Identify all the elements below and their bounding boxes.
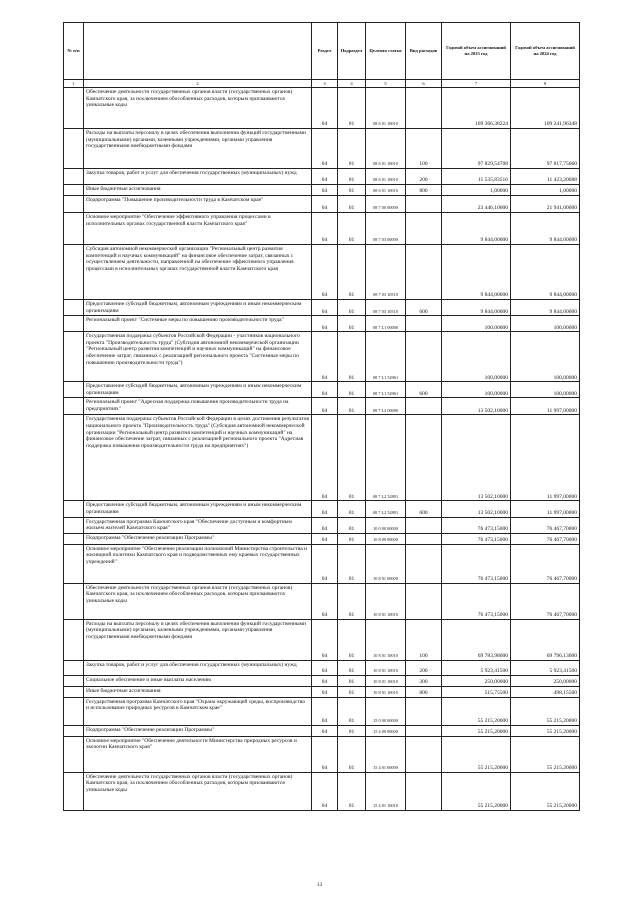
row-amount-2023: 23 446,10000 — [442, 196, 511, 213]
table-row — [64, 725, 580, 736]
row-amount-2023: 9 844,00000 — [442, 245, 511, 300]
row-name: Государственная программа Камчатского края "Обеспечение доступным и комфортным жильем жителей Камчатского края" — [84, 517, 312, 533]
row-name: Основное мероприятие "Обеспечение деятельности Министерства природных ресурсов и экологии Камчатского края" — [84, 736, 312, 772]
row-expense-type: 100 — [406, 129, 442, 169]
header-csr: Целевая статья — [366, 23, 406, 80]
row-amount-2024: 55 215,20000 — [511, 725, 580, 736]
row-podrazdel: 01 — [338, 686, 366, 697]
row-podrazdel: 01 — [338, 332, 366, 382]
row-target-article: 08 7 L2 52891 — [366, 501, 406, 517]
row-razdel: 04 — [312, 533, 338, 544]
row-amount-2024: 21 941,00000 — [511, 196, 580, 213]
row-name: Подпрограмма "Обеспечение реализации Программы" — [84, 533, 312, 544]
table-row — [64, 660, 580, 675]
row-name: Иные бюджетные ассигнования — [84, 686, 312, 697]
row-expense-type — [406, 88, 442, 129]
header-name — [84, 23, 312, 80]
row-amount-2023: 9 844,00000 — [442, 300, 511, 316]
row-target-article: 10 8 01 10010 — [366, 686, 406, 697]
row-expense-type: 800 — [406, 185, 442, 196]
row-name: Основное мероприятие "Обеспечение реализации полномочий Министерства строительства и жилищной политики Камчатского края и подведомственных ему краевых государственных учреждений" — [84, 544, 312, 583]
row-target-article: 10 8 01 10010 — [366, 675, 406, 686]
row-name: Государственная программа Камчатского края "Охрана окружающей среды, воспроизводство и использование природных ресурсов в Камчатском крае" — [84, 697, 312, 725]
row-amount-2023: 250,00000 — [442, 675, 511, 686]
row-razdel: 04 — [312, 544, 338, 583]
row-podrazdel: 01 — [338, 196, 366, 213]
row-amount-2023: 515,75500 — [442, 686, 511, 697]
row-target-article: 08 6 01 10010 — [366, 129, 406, 169]
row-target-article: 10 8 01 10010 — [366, 583, 406, 619]
row-name: Закупка товаров, работ и услуг для обеспечения государственных (муниципальных) нужд — [84, 660, 312, 675]
row-podrazdel: 01 — [338, 772, 366, 810]
row-amount-2024: 97 817,75660 — [511, 129, 580, 169]
row-name: Субсидия автономной некоммерческой организации "Региональный центр развития компетенций и научных коммуникаций" на финансовое обеспечение затрат, связанных с осуществлением деятельности, направленной на обеспечение эффективного управления процессами в исполнительных органах государственной власти Камчатского края — [84, 245, 312, 300]
row-target-article: 08 7 03 00000 — [366, 213, 406, 245]
page-number: 13 — [316, 882, 323, 888]
row-razdel: 04 — [312, 88, 338, 129]
row-amount-2023: 76 473,15000 — [442, 583, 511, 619]
row-number — [64, 772, 84, 810]
row-amount-2024: 76 467,70000 — [511, 583, 580, 619]
row-amount-2024: 76 467,70000 — [511, 517, 580, 533]
row-expense-type: 200 — [406, 169, 442, 185]
table-row — [64, 382, 580, 398]
row-razdel: 04 — [312, 686, 338, 697]
row-razdel: 04 — [312, 129, 338, 169]
row-razdel: 04 — [312, 398, 338, 415]
row-amount-2024: 11 997,00000 — [511, 501, 580, 517]
table-body — [64, 88, 580, 811]
row-name: Обеспечение деятельности государственных органов власти (государственных органов) Камчатского края, за исключением обособленных расходов, которым присваиваются уникальные коды — [84, 583, 312, 619]
table-row — [64, 213, 580, 245]
table-row — [64, 332, 580, 382]
row-amount-2023: 5 923,41500 — [442, 660, 511, 675]
row-podrazdel: 01 — [338, 88, 366, 129]
row-amount-2024: 55 215,20000 — [511, 772, 580, 810]
row-target-article: 08 7 03 10510 — [366, 300, 406, 316]
row-amount-2024: 55 215,20000 — [511, 697, 580, 725]
row-podrazdel: 01 — [338, 300, 366, 316]
column-number: 6 — [406, 80, 442, 88]
row-amount-2024: 9 844,00000 — [511, 300, 580, 316]
row-razdel: 04 — [312, 332, 338, 382]
row-expense-type: 200 — [406, 660, 442, 675]
row-expense-type: 600 — [406, 300, 442, 316]
row-target-article: 08 7 L2 52891 — [366, 415, 406, 501]
row-number — [64, 185, 84, 196]
row-amount-2024: 100,00000 — [511, 332, 580, 382]
row-amount-2023: 76 473,15000 — [442, 533, 511, 544]
table-row — [64, 517, 580, 533]
row-podrazdel: 01 — [338, 213, 366, 245]
row-target-article: 15 4 01 10010 — [366, 772, 406, 810]
row-number — [64, 300, 84, 316]
row-razdel: 04 — [312, 382, 338, 398]
row-amount-2024: 5 923,41500 — [511, 660, 580, 675]
row-number — [64, 675, 84, 686]
row-number — [64, 129, 84, 169]
header-num: № п/п — [64, 23, 84, 80]
row-podrazdel: 01 — [338, 316, 366, 332]
row-number — [64, 697, 84, 725]
row-razdel: 04 — [312, 169, 338, 185]
row-number — [64, 517, 84, 533]
row-name: Подпрограмма "Обеспечение реализации Программы" — [84, 725, 312, 736]
table-row — [64, 686, 580, 697]
row-podrazdel: 01 — [338, 501, 366, 517]
row-target-article: 10 8 00 00000 — [366, 533, 406, 544]
row-podrazdel: 01 — [338, 544, 366, 583]
row-number — [64, 736, 84, 772]
row-expense-type — [406, 583, 442, 619]
row-name: Иные бюджетные ассигнования — [84, 185, 312, 196]
row-number — [64, 533, 84, 544]
row-amount-2023: 76 473,15000 — [442, 517, 511, 533]
row-name: Государственная поддержка субъектов Российской Федерации - участников национального проекта "Производительность труда" (Субсидия автономной некоммерческой организации "Региональный центр развития компетенций и научных коммуникаций" на финансовое обеспечение затрат, связанных с реализацией регионального проекта "Системные меры по повышению производительности труда") — [84, 332, 312, 382]
table-row — [64, 697, 580, 725]
row-razdel: 04 — [312, 213, 338, 245]
row-podrazdel: 01 — [338, 398, 366, 415]
row-number — [64, 196, 84, 213]
row-target-article: 08 7 00 00000 — [366, 196, 406, 213]
row-amount-2024: 9 844,00000 — [511, 245, 580, 300]
row-podrazdel: 01 — [338, 697, 366, 725]
row-expense-type: 600 — [406, 382, 442, 398]
row-amount-2024: 109 241,96348 — [511, 88, 580, 129]
table-row — [64, 533, 580, 544]
table-row — [64, 501, 580, 517]
row-expense-type: 800 — [406, 686, 442, 697]
row-amount-2024: 9 844,00000 — [511, 213, 580, 245]
row-podrazdel: 01 — [338, 725, 366, 736]
row-target-article: 08 7 L1 00000 — [366, 316, 406, 332]
row-expense-type — [406, 415, 442, 501]
row-target-article: 08 6 01 10010 — [366, 185, 406, 196]
row-amount-2024: 11 997,00000 — [511, 398, 580, 415]
table-row — [64, 415, 580, 501]
row-podrazdel: 01 — [338, 583, 366, 619]
row-target-article: 08 7 L1 52961 — [366, 382, 406, 398]
table-row — [64, 316, 580, 332]
row-name: Региональный проект "Системные меры по повышению производительности труда" — [84, 316, 312, 332]
row-amount-2023: 109 366,38224 — [442, 88, 511, 129]
row-number — [64, 398, 84, 415]
row-name: Основное мероприятие "Обеспечение эффективного управления процессами в исполнительных органах государственной власти Камчатского края" — [84, 213, 312, 245]
row-podrazdel: 01 — [338, 619, 366, 660]
row-amount-2024: 69 796,13000 — [511, 619, 580, 660]
row-number — [64, 501, 84, 517]
row-expense-type: 600 — [406, 501, 442, 517]
row-number — [64, 415, 84, 501]
column-number: 4 — [338, 80, 366, 88]
row-expense-type — [406, 736, 442, 772]
row-name: Государственная поддержка субъектов Российской Федерации в целях достижения результатов национального проекта "Производительность труда" (Субсидия автономной некоммерческой организации "Региональный центр развития компетенций и научных коммуникаций" на финансовое обеспечение затрат, связанных с реализацией регионального проекта "Адресная поддержка повышения производительности труда на предприятиях") — [84, 415, 312, 501]
table-row — [64, 544, 580, 583]
row-amount-2023: 13 502,10000 — [442, 415, 511, 501]
column-number: 2 — [84, 80, 312, 88]
row-podrazdel: 01 — [338, 382, 366, 398]
row-expense-type — [406, 196, 442, 213]
row-expense-type — [406, 332, 442, 382]
row-razdel: 04 — [312, 675, 338, 686]
row-razdel: 04 — [312, 517, 338, 533]
row-expense-type — [406, 533, 442, 544]
row-amount-2023: 13 502,10000 — [442, 501, 511, 517]
table-row — [64, 185, 580, 196]
row-razdel: 04 — [312, 501, 338, 517]
row-amount-2024: 11 423,20688 — [511, 169, 580, 185]
row-amount-2023: 76 473,15000 — [442, 544, 511, 583]
row-amount-2024: 55 215,20000 — [511, 736, 580, 772]
header-2023: Годовой объем ассигнований на 2023 год — [442, 23, 511, 80]
column-number: 8 — [511, 80, 580, 88]
row-name: Предоставление субсидий бюджетным, автономным учреждениям и иным некоммерческим организациям — [84, 501, 312, 517]
row-name: Предоставление субсидий бюджетным, автономным учреждениям и иным некоммерческим организациям — [84, 382, 312, 398]
row-expense-type — [406, 697, 442, 725]
row-amount-2023: 100,00000 — [442, 382, 511, 398]
row-amount-2023: 100,00000 — [442, 316, 511, 332]
row-razdel: 04 — [312, 725, 338, 736]
table-row — [64, 619, 580, 660]
row-podrazdel: 01 — [338, 245, 366, 300]
row-number — [64, 245, 84, 300]
header-podrazdel: Подраздел — [338, 23, 366, 80]
row-podrazdel: 01 — [338, 736, 366, 772]
row-name: Расходы на выплаты персоналу в целях обеспечения выполнения функций государственными (муниципальными) органами, казенными учреждениями, органами управления государственными внебюджетными фондами — [84, 129, 312, 169]
row-razdel: 04 — [312, 300, 338, 316]
row-expense-type — [406, 316, 442, 332]
row-razdel: 04 — [312, 772, 338, 810]
table-row — [64, 675, 580, 686]
row-amount-2024: 76 467,70000 — [511, 544, 580, 583]
row-amount-2023: 55 215,20000 — [442, 736, 511, 772]
row-amount-2024: 76 467,70000 — [511, 533, 580, 544]
row-name: Закупка товаров, работ и услуг для обеспечения государственных (муниципальных) нужд — [84, 169, 312, 185]
row-target-article: 15 4 01 00000 — [366, 736, 406, 772]
header-2024: Годовой объем ассигнований на 2024 год — [511, 23, 580, 80]
row-name: Обеспечение деятельности государственных органов власти (государственных органов) Камчатского края, за исключением обособленных расходов, которым присваиваются уникальные коды — [84, 772, 312, 810]
row-name: Расходы на выплаты персоналу в целях обеспечения выполнения функций государственными (муниципальными) органами, казенными учреждениями, органами управления государственными внебюджетными фондами — [84, 619, 312, 660]
row-number — [64, 316, 84, 332]
row-razdel: 04 — [312, 697, 338, 725]
row-amount-2023: 69 783,98000 — [442, 619, 511, 660]
row-target-article: 08 6 01 10010 — [366, 88, 406, 129]
row-amount-2024: 250,00000 — [511, 675, 580, 686]
row-razdel: 04 — [312, 660, 338, 675]
row-number — [64, 88, 84, 129]
row-razdel: 04 — [312, 245, 338, 300]
row-razdel: 04 — [312, 316, 338, 332]
row-amount-2024: 1,00000 — [511, 185, 580, 196]
row-expense-type — [406, 398, 442, 415]
row-podrazdel: 01 — [338, 675, 366, 686]
row-amount-2023: 9 844,00000 — [442, 213, 511, 245]
table-row — [64, 129, 580, 169]
table-row — [64, 300, 580, 316]
row-podrazdel: 01 — [338, 129, 366, 169]
column-number: 3 — [312, 80, 338, 88]
row-name: Социальное обеспечение и иные выплаты населению — [84, 675, 312, 686]
row-number — [64, 619, 84, 660]
row-amount-2023: 100,00000 — [442, 332, 511, 382]
row-number — [64, 332, 84, 382]
table-row — [64, 169, 580, 185]
row-expense-type — [406, 517, 442, 533]
column-number: 1 — [64, 80, 84, 88]
row-razdel: 04 — [312, 196, 338, 213]
table-row — [64, 736, 580, 772]
row-number — [64, 660, 84, 675]
table-row — [64, 772, 580, 810]
row-name: Предоставление субсидий бюджетным, автономным учреждениям и иным некоммерческим организациям — [84, 300, 312, 316]
row-amount-2023: 97 829,54708 — [442, 129, 511, 169]
row-number — [64, 213, 84, 245]
row-number — [64, 583, 84, 619]
row-target-article: 10 8 01 10010 — [366, 619, 406, 660]
column-number: 7 — [442, 80, 511, 88]
row-podrazdel: 01 — [338, 517, 366, 533]
table-row — [64, 583, 580, 619]
column-number-row — [64, 80, 580, 88]
row-target-article: 08 7 03 10510 — [366, 245, 406, 300]
row-amount-2023: 11 535,83516 — [442, 169, 511, 185]
row-amount-2024: 11 997,00000 — [511, 415, 580, 501]
row-expense-type — [406, 725, 442, 736]
row-target-article: 08 6 01 10010 — [366, 169, 406, 185]
row-razdel: 04 — [312, 185, 338, 196]
row-expense-type — [406, 772, 442, 810]
row-amount-2023: 55 215,20000 — [442, 697, 511, 725]
row-name: Обеспечение деятельности государственных органов власти (государственных органов) Камчатского края, за исключением обособленных расходов, которым присваиваются уникальные коды — [84, 88, 312, 129]
row-number — [64, 382, 84, 398]
row-target-article: 08 7 L2 00000 — [366, 398, 406, 415]
row-razdel: 04 — [312, 736, 338, 772]
row-amount-2023: 1,00000 — [442, 185, 511, 196]
row-target-article: 10 8 01 10010 — [366, 660, 406, 675]
row-number — [64, 686, 84, 697]
header-row — [64, 23, 580, 80]
row-number — [64, 544, 84, 583]
column-number: 5 — [366, 80, 406, 88]
row-amount-2023: 55 215,20000 — [442, 725, 511, 736]
row-razdel: 04 — [312, 415, 338, 501]
table-row — [64, 398, 580, 415]
row-podrazdel: 01 — [338, 533, 366, 544]
row-razdel: 04 — [312, 583, 338, 619]
header-razdel: Раздел — [312, 23, 338, 80]
row-number — [64, 169, 84, 185]
row-name: Региональный проект "Адресная поддержка повышения производительности труда на предприятиях" — [84, 398, 312, 415]
row-target-article: 08 7 L1 52961 — [366, 332, 406, 382]
row-target-article: 10 8 01 00000 — [366, 544, 406, 583]
row-podrazdel: 01 — [338, 415, 366, 501]
row-podrazdel: 01 — [338, 660, 366, 675]
budget-table — [63, 22, 580, 811]
row-expense-type — [406, 544, 442, 583]
row-amount-2024: 100,00000 — [511, 382, 580, 398]
table-row — [64, 245, 580, 300]
table-row — [64, 196, 580, 213]
table-row — [64, 88, 580, 129]
row-number — [64, 725, 84, 736]
row-amount-2024: 100,00000 — [511, 316, 580, 332]
row-amount-2023: 13 502,10000 — [442, 398, 511, 415]
row-expense-type: 100 — [406, 619, 442, 660]
row-amount-2023: 55 215,20000 — [442, 772, 511, 810]
row-target-article: 10 0 00 00000 — [366, 517, 406, 533]
row-razdel: 04 — [312, 619, 338, 660]
row-expense-type — [406, 213, 442, 245]
row-amount-2024: 498,15500 — [511, 686, 580, 697]
row-podrazdel: 01 — [338, 169, 366, 185]
row-target-article: 15 4 00 00000 — [366, 725, 406, 736]
row-target-article: 15 0 00 00000 — [366, 697, 406, 725]
row-expense-type: 300 — [406, 675, 442, 686]
row-expense-type — [406, 245, 442, 300]
row-podrazdel: 01 — [338, 185, 366, 196]
header-vr: Вид расходов — [406, 23, 442, 80]
row-name: Подпрограмма "Повышение производительности труда в Камчатском крае" — [84, 196, 312, 213]
